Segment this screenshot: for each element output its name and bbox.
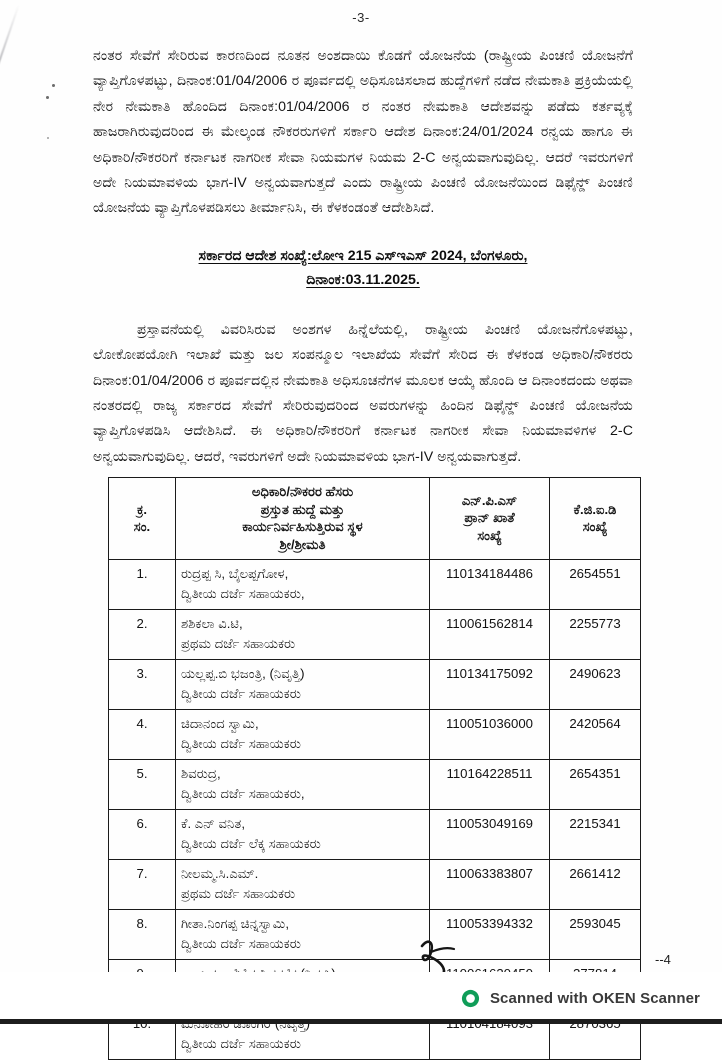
name-header-line2: ಪ್ರಸ್ತುತ ಹುದ್ದೆ ಮತ್ತು	[260, 501, 345, 517]
cell-serial: 7.	[109, 860, 176, 910]
column-header-kgid	[550, 478, 641, 560]
cell-kgid-number: 2661412	[550, 860, 641, 910]
cell-employee-name	[176, 610, 430, 660]
cell-employee-name	[176, 810, 430, 860]
table-header-row	[109, 478, 641, 560]
serial-header-line2: ಸಂ.	[133, 519, 151, 534]
employee-name-text: ಶಶಿಕಲಾ ವಿ.ಟಿ,	[181, 616, 243, 631]
cell-pran-number: 110134184486	[430, 560, 550, 610]
table-row	[109, 810, 641, 860]
page-bottom-edge	[0, 1019, 722, 1024]
cell-employee-name	[176, 710, 430, 760]
employee-designation-text: ದ್ವಿತೀಯ ದರ್ಜೆ ಸಹಾಯಕರು	[181, 1035, 301, 1051]
cell-serial: 1.	[109, 560, 176, 610]
scan-artifact-speck	[47, 137, 49, 139]
pran-header-line1: ಎನ್.ಪಿ.ಎಸ್	[461, 492, 518, 508]
cell-kgid-number: 2255773	[550, 610, 641, 660]
employee-designation-text: ದ್ವಿತೀಯ ದರ್ಜೆ ಸಹಾಯಕರು	[181, 685, 301, 701]
employee-name-text: ನೀಲಮ್ಮ.ಸಿ.ಎಮ್.	[181, 866, 259, 881]
serial-header-line1: ಕ್ರ.	[136, 501, 148, 517]
cell-serial: 2.	[109, 610, 176, 660]
employee-name-text: ಶಿವರುದ್ರ,	[181, 766, 221, 781]
employee-name-text: ರುದ್ರಪ್ಪ ಸಿ, ಬೈಲಪ್ಪಗೋಳ,	[181, 566, 289, 581]
cell-kgid-number: 2593045	[550, 910, 641, 960]
table-row	[109, 710, 641, 760]
kgid-header-line2: ಸಂಖ್ಯೆ	[582, 519, 608, 534]
cell-serial: 6.	[109, 810, 176, 860]
page-number-top: -3-	[352, 10, 370, 25]
employee-name-text: ಚಿದಾನಂದ ಸ್ವಾಮಿ,	[181, 716, 259, 731]
cell-employee-name	[176, 760, 430, 810]
cell-employee-name	[176, 560, 430, 610]
cell-serial: 5.	[109, 760, 176, 810]
column-header-serial	[109, 478, 176, 560]
scan-artifact-speck	[52, 84, 55, 87]
cell-kgid-number: 2420564	[550, 710, 641, 760]
scanner-watermark-bar	[0, 972, 722, 1024]
name-header-line4: ಶ್ರೀ/ಶ್ರೀಮತಿ	[279, 536, 326, 552]
document-body	[93, 44, 633, 470]
scan-artifact-speck	[46, 96, 49, 99]
table-row	[109, 760, 641, 810]
cell-pran-number: 110061562814	[430, 610, 550, 660]
cell-kgid-number: 2490623	[550, 660, 641, 710]
table-row	[109, 860, 641, 910]
employee-designation-text: ದ್ವಿತೀಯ ದರ್ಜೆ ಸಹಾಯಕರು	[181, 735, 301, 751]
employee-name-text: ಕೆ. ಎನ್ ವನಿತ,	[181, 816, 245, 831]
paragraph-order-body: ಪ್ರಸ್ತಾವನೆಯಲ್ಲಿ ವಿವರಿಸಿರುವ ಅಂಶಗಳ ಹಿನ್ನೆಲೆಯಲ್ಲಿ, ರಾಷ್ಟ್ರೀಯ ಪಿಂಚಣಿ ಯೋಜನೆಗೊಳಪಟ್ಟು, ಲೋಕೋಪಯೋಗಿ ಇಲಾಖೆ ಮತ್ತು ಜಲ ಸಂಪನ್ಮೂಲ ಇಲಾಖೆಯ ಸೇವೆಗೆ ಸೇರಿದ ಈ ಕೆಳಕಂಡ ಅಧಿಕಾರಿ/ನೌಕರರು ದಿನಾಂಕ:01/04/2006 ರ ಪೂರ್ವದಲ್ಲಿನ ನೇಮಕಾತಿ ಅಧಿಸೂಚನೆಗಳ ಮೂಲಕ ಆಯ್ಕೆ ಹೊಂದಿ ಆ ದಿನಾಂಕದಂದು ಅಥವಾ ನಂತರದಲ್ಲಿ ರಾಜ್ಯ ಸರ್ಕಾರದ ಸೇವೆಗೆ ಸೇರಿರುವುದರಿಂದ ಅವರುಗಳನ್ನು ಹಿಂದಿನ ಡಿಫೈನ್ಡ್ ಪಿಂಚಣಿ ಯೋಜನೆಯ ವ್ಯಾಪ್ತಿಗೊಳಪಡಿಸಿ ಆದೇಶಿಸಿದೆ. ಈ ಅಧಿಕಾರಿ/ನೌಕರರಿಗೆ ಕರ್ನಾಟಕ ನಾಗರೀಕ ಸೇವಾ ನಿಯಮಾವಳಿಗಳ 2-C ಅನ್ವಯವಾಗುವುದಿಲ್ಲ. ಆದರೆ, ಇವರುಗಳಿಗೆ ಅದೇ ನಿಯಮಾವಳಿಯ ಭಾಗ-IV ಅನ್ವಯವಾಗುತ್ತದೆ.	[93, 321, 633, 465]
employee-name-text: ಗೀತಾ.ನಿಂಗಪ್ಪ ಚಿನ್ನಸ್ವಾಮಿ,	[181, 916, 290, 931]
oken-circle-logo-icon	[460, 988, 481, 1009]
scan-artifact-streak	[0, 4, 20, 146]
cell-employee-name	[176, 660, 430, 710]
cell-pran-number: 110053394332	[430, 910, 550, 960]
page-number-bottom: --4	[655, 952, 671, 967]
pran-header-line2: ಪ್ರಾನ್ ಖಾತೆ	[464, 510, 515, 526]
cell-pran-number: 110053049169	[430, 810, 550, 860]
cell-pran-number: 110051036000	[430, 710, 550, 760]
employee-designation-text: ಪ್ರಥಮ ದರ್ಜೆ ಸಹಾಯಕರು	[181, 885, 296, 901]
employee-designation-text: ದ್ವಿತೀಯ ದರ್ಜೆ ಸಹಾಯಕರು	[181, 935, 301, 951]
employee-name-text: ಯಲ್ಲಪ್ಪ.ಬಿ ಭಜಂತ್ರಿ, (ನಿವೃತ್ತಿ)	[181, 666, 305, 681]
employee-designation-text: ದ್ವಿತೀಯ ದರ್ಜೆ ಸಹಾಯಕರು,	[181, 585, 305, 601]
table-row	[109, 910, 641, 960]
cell-pran-number: 110063383807	[430, 860, 550, 910]
cell-serial: 8.	[109, 910, 176, 960]
column-header-pran	[430, 478, 550, 560]
table-row	[109, 560, 641, 610]
column-header-name	[176, 478, 430, 560]
pran-header-line3: ಸಂಖ್ಯೆ	[477, 527, 502, 543]
order-heading	[93, 244, 633, 292]
cell-kgid-number: 2654351	[550, 760, 641, 810]
name-header-line1: ಅಧಿಕಾರಿ/ನೌಕರರ ಹೆಸರು	[251, 484, 354, 499]
cell-employee-name	[176, 860, 430, 910]
cell-pran-number: 110134175092	[430, 660, 550, 710]
table-row	[109, 610, 641, 660]
cell-kgid-number: 2654551	[550, 560, 641, 610]
cell-kgid-number: 2215341	[550, 810, 641, 860]
cell-employee-name	[176, 910, 430, 960]
cell-serial: 3.	[109, 660, 176, 710]
name-header-line3: ಕಾರ್ಯನಿರ್ವಹಿಸುತ್ತಿರುವ ಸ್ಥಳ	[242, 519, 363, 534]
employee-designation-text: ದ್ವಿತೀಯ ದರ್ಜೆ ಲೆಕ್ಕ ಸಹಾಯಕರು	[181, 835, 321, 851]
table-header	[109, 478, 641, 560]
order-date-line: ದಿನಾಂಕ:03.11.2025.	[306, 271, 420, 288]
kgid-header-line1: ಕೆ.ಜಿ.ಐ.ಡಿ	[573, 501, 617, 517]
paragraph-continued: ನಂತರ ಸೇವೆಗೆ ಸೇರಿರುವ ಕಾರಣದಿಂದ ನೂತನ ಅಂಶದಾಯಿ ಕೊಡಗೆ ಯೋಜನೆಯ (ರಾಷ್ಟ್ರೀಯ ಪಿಂಚಣಿ ಯೋಜನೆಗೆ ವ್ಯಾಪ್ತಿಗೊಳಪಟ್ಟು, ದಿನಾಂಕ:01/04/2006 ರ ಪೂರ್ವದಲ್ಲಿ ಅಧಿಸೂಚಿಸಲಾದ ಹುದ್ದೆಗಳಿಗೆ ನಡೆದ ನೇಮಕಾತಿ ಪ್ರಕ್ರಿಯೆಯಲ್ಲಿ ನೇರ ನೇಮಕಾತಿ ಹೊಂದಿದ ದಿನಾಂಕ:01/04/2006 ರ ನಂತರ ನೇಮಕಾತಿ ಆದೇಶವನ್ನು ಪಡೆದು ಕರ್ತವ್ಯಕ್ಕೆ ಹಾಜರಾಗಿರುವುದರಿಂದ ಈ ಮೇಲ್ಕಂಡ ನೌಕರರುಗಳಿಗೆ ಸರ್ಕಾರಿ ಆದೇಶ ದಿನಾಂಕ:24/01/2024 ರನ್ವಯ ಹಾಗೂ ಈ ಅಧಿಕಾರಿ/ನೌಕರರಿಗೆ ಕರ್ನಾಟಕ ನಾಗರೀಕ ಸೇವಾ ನಿಯಮಗಳ ನಿಯಮ 2-C ಅನ್ವಯವಾಗುವುದಿಲ್ಲ. ಆದರೆ ಇವರುಗಳಿಗೆ ಅದೇ ನಿಯಮಾವಳಿಯ ಭಾಗ-IV ಅನ್ವಯವಾಗುತ್ತದೆ ಎಂದು ರಾಷ್ಟ್ರೀಯ ಪಿಂಚಣಿ ಯೋಜನೆಯಿಂದ ಡಿಫೈನ್ಡ್ ಪಿಂಚಣಿ ಯೋಜನೆಯ ವ್ಯಾಪ್ತಿಗೊಳಪಡಿಸಲು ತೀರ್ಮಾನಿಸಿ, ಈ ಕೆಳಕಂಡಂತೆ ಆದೇಶಿಸಿದೆ.	[93, 48, 633, 217]
order-number-line: ಸರ್ಕಾರದ ಆದೇಶ ಸಂಖ್ಯೆ:ಲೋಇ 215 ಎಸ್‌ಇಎಸ್ 2024, ಬೆಂಗಳೂರು,	[198, 247, 528, 264]
cell-serial: 4.	[109, 710, 176, 760]
watermark-text: Scanned with OKEN Scanner	[489, 989, 700, 1007]
table-row	[109, 660, 641, 710]
cell-pran-number: 110164228511	[430, 760, 550, 810]
employee-designation-text: ದ್ವಿತೀಯ ದರ್ಜೆ ಸಹಾಯಕರು,	[181, 785, 305, 801]
employee-designation-text: ಪ್ರಥಮ ದರ್ಜೆ ಸಹಾಯಕರು	[181, 635, 296, 651]
